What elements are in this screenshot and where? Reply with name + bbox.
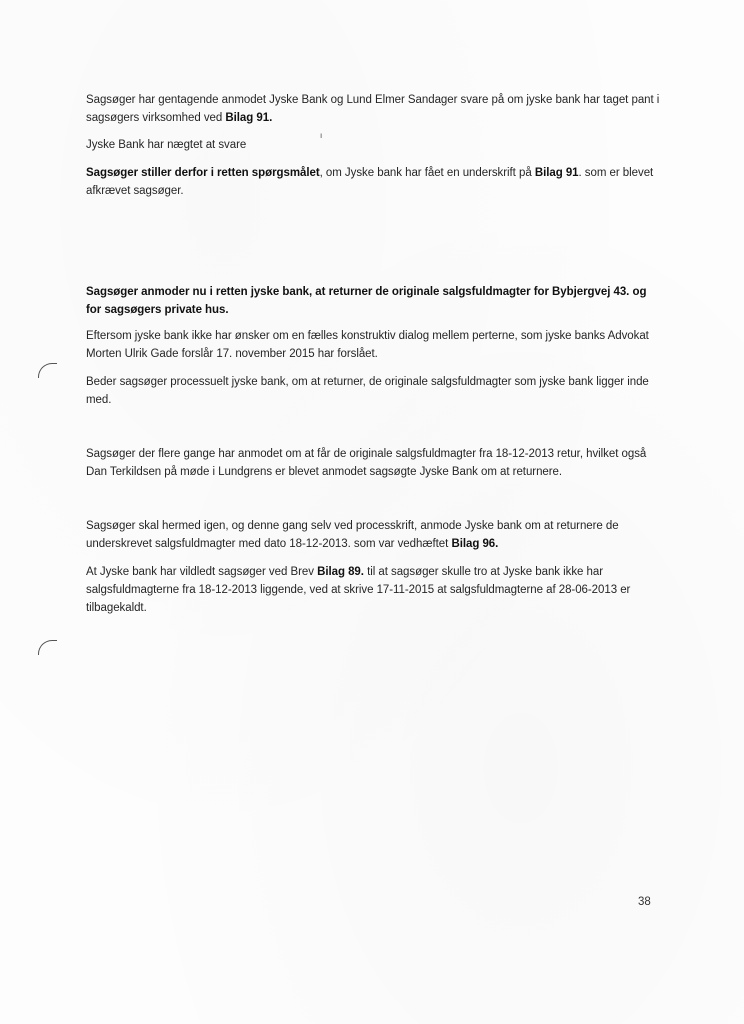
paragraph-text: til at sagsøger skulle tro at Jyske bank ikke har salgsfuldmagterne fra 18-12-2013 liggende, ved at skrive 17-11-2015 at salgsfuldmagterne af 28-06-2013 er tilbagekaldt. <box>86 566 631 614</box>
punch-hole-mark-upper <box>38 363 57 378</box>
paragraph <box>86 517 664 553</box>
bilag-reference: Bilag 91 <box>534 167 579 179</box>
paragraph-text: , om Jyske bank har fået en underskrift på <box>319 167 535 179</box>
paragraph-text: Sagsøger har gentagende anmodet Jyske Bank og Lund Elmer Sandager svare på om jyske bank har taget pant i sagsøgers virksomhed ved <box>86 94 660 124</box>
bilag-reference: Bilag 96. <box>451 538 499 550</box>
bilag-reference: Bilag 91. <box>225 112 273 124</box>
scan-mark: ı <box>320 131 323 140</box>
document-body <box>86 91 664 617</box>
paragraph-text: Sagsøger skal hermed igen, og denne gang selv ved processkrift, anmode Jyske bank om at returnere de underskrevet salgsfuldmagter med dato 18-12-2013. som var vedhæftet <box>86 520 619 550</box>
paragraph <box>86 136 664 154</box>
paragraph <box>86 91 664 127</box>
bold-statement: Sagsøger stiller derfor i retten spørgsmålet <box>86 167 320 179</box>
paragraph-text: At Jyske bank har vildledt sagsøger ved Brev <box>86 566 318 578</box>
page-number: 38 <box>638 896 651 908</box>
paragraph <box>86 283 664 319</box>
bilag-reference: Bilag 89. <box>317 566 364 578</box>
paragraph <box>86 445 664 481</box>
paragraph <box>86 373 664 409</box>
paragraph-text: Jyske Bank har nægtet at svare <box>86 139 247 151</box>
paragraph-text: Beder sagsøger processuelt jyske bank, om at returner, de originale salgsfuldmagter som jyske bank ligger inde med. <box>86 376 649 406</box>
bold-request: Sagsøger anmoder nu i retten jyske bank, at returner de originale salgsfuldmagter for Bybjergvej 43. og for sagsøgers private hus. <box>86 286 647 316</box>
paragraph <box>86 563 664 617</box>
paragraph-text: . som er blevet afkrævet sagsøger. <box>86 167 654 197</box>
paragraph <box>86 327 664 363</box>
paragraph-text: Eftersom jyske bank ikke har ønsker om en fælles konstruktiv dialog mellem perterne, som jyske banks Advokat Morten Ulrik Gade forslår 17. november 2015 har forslået. <box>86 330 649 360</box>
paragraph-text: Sagsøger der flere gange har anmodet om at får de originale salgsfuldmagter fra 18-12-2013 retur, hvilket også Dan Terkildsen på møde i Lundgrens er blevet anmodet sagsøgte Jyske Bank om at returnere. <box>86 448 647 478</box>
paragraph <box>86 164 664 200</box>
punch-hole-mark-lower <box>38 640 57 655</box>
